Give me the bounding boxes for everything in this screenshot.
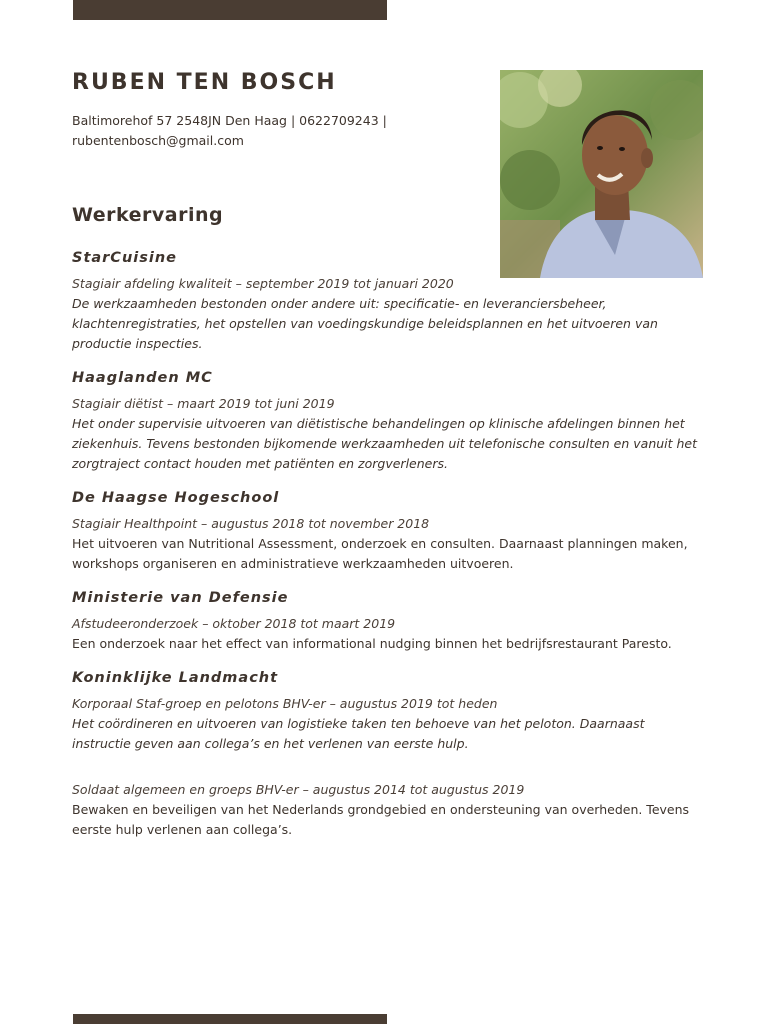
job-role: Stagiair Healthpoint – augustus 2018 tot november 2018 [72, 516, 430, 531]
contact-info [72, 111, 472, 151]
job-entry-haaglanden [72, 368, 702, 474]
job-company: Koninklijke Landmacht [72, 670, 279, 686]
job-company: Haaglanden MC [72, 370, 213, 386]
job-description-secondary: Bewaken en beveiligen van het Nederlands grondgebied en ondersteuning van overheden. Tevens eerste hulp verlenen aan collega’s. [72, 802, 690, 837]
job-entry-defensie [72, 588, 702, 654]
bottom-decorative-bar [73, 1014, 387, 1024]
email-line: rubentenbosch@gmail.com [72, 133, 244, 148]
job-role: Afstudeeronderzoek – oktober 2018 tot maart 2019 [72, 616, 396, 631]
job-company: De Haagse Hogeschool [72, 490, 280, 506]
job-company: Ministerie van Defensie [72, 590, 289, 606]
job-description: De werkzaamheden bestonden onder andere uit: specificatie- en leveranciersbeheer, klachtenregistraties, het opstellen van voedingskundige beleidsplannen en het uitvoeren van productie inspecties. [72, 296, 658, 351]
job-description: Het onder supervisie uitvoeren van diëtistische behandelingen op klinische afdelingen binnen het ziekenhuis. Tevens bestonden bijkomende werkzaamheden uit telefonische consulten en vanuit het zorgtraject contact houden met patiënten en zorgverleners. [72, 416, 698, 471]
candidate-name: RUBEN TEN BOSCH [72, 70, 337, 95]
job-role-secondary: Soldaat algemeen en groeps BHV-er – augustus 2014 tot augustus 2019 [72, 782, 525, 797]
profile-photo [500, 70, 703, 278]
work-experience-list [72, 248, 702, 840]
job-description: Het uitvoeren van Nutritional Assessment, onderzoek en consulten. Daarnaast planningen maken, workshops organiseren en administratieve werkzaamheden uitvoeren. [72, 536, 688, 571]
job-entry-landmacht [72, 668, 702, 840]
job-company: StarCuisine [72, 250, 178, 266]
job-entry-haagse-hogeschool [72, 488, 702, 574]
job-entry-starcuisine [72, 248, 702, 354]
address-phone-line: Baltimorehof 57 2548JN Den Haag | 0622709243 | [72, 113, 387, 128]
section-title-werkervaring: Werkervaring [72, 204, 224, 226]
job-role: Stagiair diëtist – maart 2019 tot juni 2019 [72, 396, 335, 411]
job-description: Een onderzoek naar het effect van informational nudging binnen het bedrijfsrestaurant Paresto. [72, 636, 672, 651]
top-decorative-bar [73, 0, 387, 20]
job-description: Het coördineren en uitvoeren van logistieke taken ten behoeve van het peloton. Daarnaast instructie geven aan collega’s en het verlenen van eerste hulp. [72, 716, 645, 751]
job-role: Stagiair afdeling kwaliteit – september 2019 tot januari 2020 [72, 276, 454, 291]
job-role: Korporaal Staf-groep en pelotons BHV-er – augustus 2019 tot heden [72, 696, 498, 711]
